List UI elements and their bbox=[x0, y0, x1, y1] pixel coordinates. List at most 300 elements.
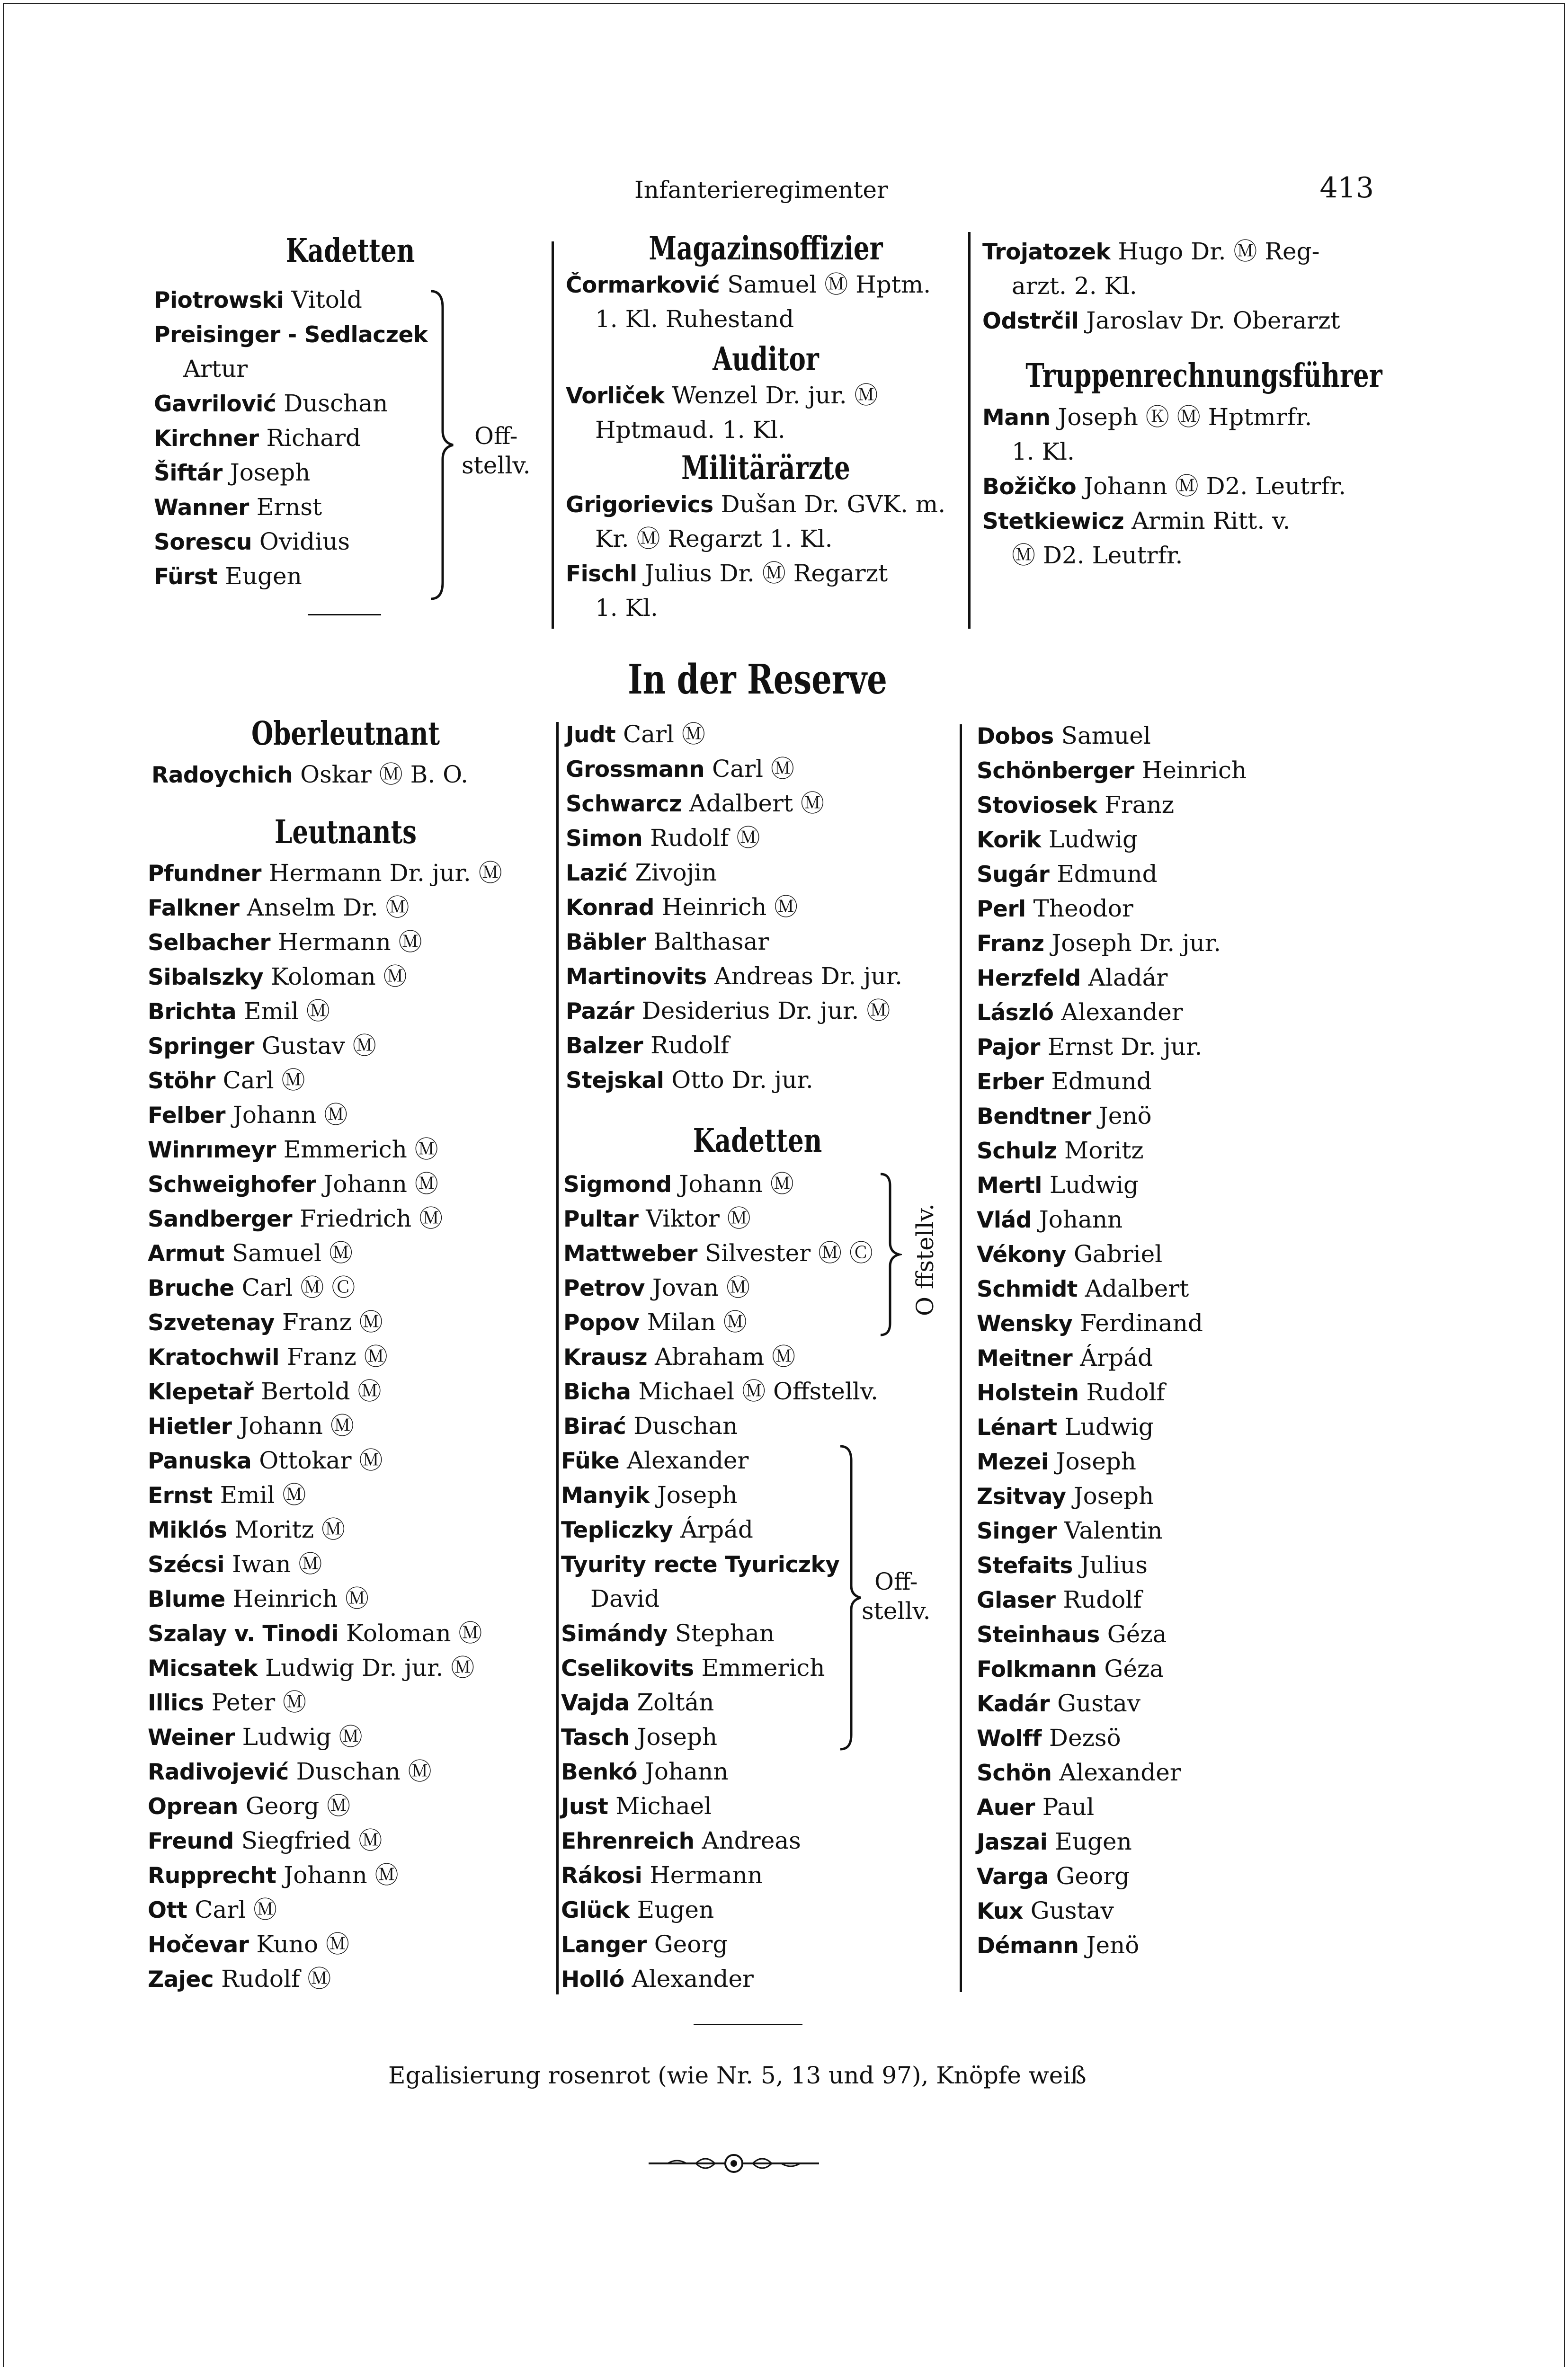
given-name-and-rank: Anselm Dr. Ⓜ bbox=[247, 894, 410, 921]
list-item bbox=[977, 788, 1247, 822]
list-item bbox=[977, 1133, 1247, 1168]
given-name-and-rank: Joseph bbox=[657, 1481, 738, 1509]
list-item bbox=[148, 1824, 502, 1858]
surname: Just bbox=[561, 1794, 608, 1820]
list-item bbox=[148, 1132, 502, 1167]
given-name-and-rank: Ludwig bbox=[1048, 826, 1138, 853]
list-item bbox=[563, 1201, 873, 1236]
list-item bbox=[563, 1271, 873, 1305]
list-item bbox=[977, 1721, 1247, 1755]
list-item bbox=[148, 1927, 502, 1962]
leutnants-list bbox=[148, 856, 502, 1996]
list-item bbox=[154, 490, 428, 525]
list-item bbox=[561, 1616, 839, 1651]
ornament-icon bbox=[649, 2149, 819, 2178]
list-item bbox=[154, 525, 428, 559]
list-item bbox=[561, 1443, 839, 1478]
surname: Bäbler bbox=[566, 929, 646, 955]
surname: Bicha bbox=[563, 1379, 631, 1405]
given-name-and-rank: Peter Ⓜ bbox=[211, 1689, 307, 1716]
list-item bbox=[148, 925, 502, 960]
list-item bbox=[148, 1478, 502, 1513]
surname: Judt bbox=[566, 722, 616, 748]
oberleutnant-entry: Radoychich Oskar Ⓜ B. O. bbox=[151, 761, 469, 788]
surname: Springer bbox=[148, 1033, 254, 1059]
given-name-and-rank: Jenö bbox=[1086, 1931, 1140, 1959]
surname: László bbox=[977, 1000, 1054, 1026]
surname: Vékony bbox=[977, 1242, 1067, 1268]
given-name-and-rank: Ottokar Ⓜ bbox=[259, 1447, 383, 1474]
given-name-and-rank: Desiderius Dr. jur. Ⓜ bbox=[641, 997, 891, 1024]
surname: Piotrowski bbox=[154, 287, 284, 313]
offstellv-label-top: Off- stellv. bbox=[462, 422, 531, 479]
surname: Tyurity recte Tyuriczky bbox=[561, 1552, 840, 1578]
list-item bbox=[563, 1167, 873, 1201]
magazinsoffizier-title: Magazinsoffizier bbox=[649, 230, 883, 267]
given-name-and-rank: Zivojin bbox=[635, 859, 717, 886]
surname: Weiner bbox=[148, 1725, 235, 1751]
list-item bbox=[148, 1409, 502, 1443]
surname: Schmidt bbox=[977, 1276, 1078, 1302]
given-name-and-rank: Emil Ⓜ bbox=[220, 1481, 306, 1509]
given-name-and-rank: Koloman Ⓜ bbox=[271, 963, 407, 990]
given-name-and-rank: Julius bbox=[1080, 1551, 1148, 1579]
given-name-and-rank: Eugen bbox=[1055, 1828, 1132, 1855]
surname: Bendtner bbox=[977, 1103, 1091, 1130]
list-item bbox=[977, 1272, 1247, 1306]
surname: Illics bbox=[148, 1690, 204, 1716]
offstellv-label-c: Off- stellv. bbox=[862, 1568, 931, 1625]
surname: Vajda bbox=[561, 1690, 630, 1716]
given-name-and-rank: Michael Ⓜ Offstellv. bbox=[638, 1378, 879, 1405]
given-name-and-rank: Hermann Dr. jur. Ⓜ bbox=[268, 859, 502, 887]
reserve-title: In der Reserve bbox=[628, 656, 887, 703]
surname: Selbacher bbox=[148, 930, 271, 956]
surname: Korik bbox=[977, 827, 1041, 853]
offstellv-vertical-label: O ffstellv. bbox=[911, 1203, 939, 1316]
surname: Steinhaus bbox=[977, 1622, 1100, 1648]
list-item bbox=[148, 1616, 502, 1651]
given-name-and-rank: Georg bbox=[1056, 1862, 1130, 1890]
surname: Martinovits bbox=[566, 964, 707, 990]
surname: Sorescu bbox=[154, 529, 252, 555]
given-name-and-rank: Andreas Dr. jur. bbox=[714, 962, 903, 990]
given-name-and-rank: Gabriel bbox=[1073, 1240, 1163, 1268]
given-name-and-rank: Richard bbox=[266, 424, 361, 452]
surname: Preisinger - Sedlaczek bbox=[154, 322, 428, 348]
surname: Varga bbox=[977, 1864, 1049, 1890]
given-name-and-rank: Johann bbox=[1039, 1206, 1123, 1233]
surname: Micsatek bbox=[148, 1655, 258, 1682]
list-item bbox=[977, 1894, 1247, 1928]
list-item bbox=[148, 1962, 502, 1996]
given-name-and-rank: Carl Ⓜ bbox=[223, 1067, 305, 1094]
given-name-and-rank: Ludwig bbox=[1049, 1171, 1139, 1199]
brace-kadetten-a bbox=[878, 1172, 902, 1337]
surname: Sugár bbox=[977, 862, 1050, 888]
list-item bbox=[977, 891, 1247, 926]
list-item bbox=[563, 1236, 873, 1271]
kadetten-group-b bbox=[563, 1340, 878, 1443]
given-name-and-rank: Rudolf bbox=[1063, 1586, 1142, 1613]
list-item bbox=[561, 1513, 839, 1547]
reserve-col2-list bbox=[566, 717, 902, 1097]
given-name-and-rank: Duschan Ⓜ bbox=[296, 1758, 432, 1785]
list-item bbox=[561, 1858, 801, 1893]
given-name-and-rank: Samuel bbox=[1061, 722, 1151, 749]
given-name-and-rank: Ludwig Dr. jur. Ⓜ bbox=[265, 1654, 475, 1682]
list-item bbox=[977, 1617, 1247, 1652]
given-name-and-rank: Heinrich bbox=[1141, 756, 1247, 784]
surname: Grossmann bbox=[566, 756, 705, 783]
list-item bbox=[566, 959, 902, 994]
given-name-and-rank: Ludwig bbox=[1064, 1413, 1154, 1441]
list-item bbox=[977, 1341, 1247, 1375]
surname: Sibalszky bbox=[148, 964, 264, 990]
list-item bbox=[977, 719, 1247, 753]
list-item bbox=[561, 1651, 839, 1685]
list-item bbox=[977, 1479, 1247, 1513]
given-name-and-rank: Géza bbox=[1107, 1620, 1167, 1648]
surname: Singer bbox=[977, 1518, 1057, 1544]
list-item bbox=[561, 1685, 839, 1720]
given-name-and-rank: Johann Ⓜ bbox=[239, 1412, 354, 1440]
list-item bbox=[154, 352, 428, 386]
surname: Felber bbox=[148, 1103, 225, 1129]
given-name-and-rank: Joseph bbox=[637, 1723, 718, 1751]
surname: Schön bbox=[977, 1760, 1052, 1786]
surname: Démann bbox=[977, 1933, 1079, 1959]
given-name-and-rank: Zoltán bbox=[637, 1689, 714, 1716]
surname: Krausz bbox=[563, 1344, 648, 1370]
surname: Balzer bbox=[566, 1033, 643, 1059]
surname: Schulz bbox=[977, 1138, 1057, 1164]
given-name-and-rank: Heinrich Ⓜ bbox=[232, 1585, 369, 1612]
surname: Panuska bbox=[148, 1448, 252, 1474]
surname: Benkó bbox=[561, 1759, 637, 1785]
surname: Glaser bbox=[977, 1587, 1056, 1613]
given-name-and-rank: Carl Ⓜ bbox=[712, 755, 794, 783]
list-item bbox=[148, 1201, 502, 1236]
given-name-and-rank: Moritz bbox=[1064, 1137, 1144, 1164]
given-name-and-rank: Rudolf bbox=[650, 1032, 730, 1059]
surname: Cselikovits bbox=[561, 1655, 694, 1682]
list-item bbox=[148, 1236, 502, 1271]
given-name-and-rank: Alexander bbox=[627, 1447, 749, 1474]
list-item bbox=[148, 1098, 502, 1132]
surname: Kux bbox=[977, 1898, 1023, 1924]
given-name-and-rank: Alexander bbox=[1059, 1759, 1181, 1786]
surname: Sigmond bbox=[563, 1172, 672, 1198]
given-name-and-rank: Johann bbox=[644, 1758, 729, 1785]
list-item bbox=[154, 317, 428, 352]
list-item bbox=[566, 994, 902, 1028]
given-name-and-rank: Gustav Ⓜ bbox=[261, 1032, 376, 1059]
given-name-and-rank: Johann Ⓜ bbox=[323, 1170, 438, 1198]
surname: Ehrenreich bbox=[561, 1828, 695, 1854]
given-name-and-rank: Aladár bbox=[1088, 964, 1168, 991]
given-name-and-rank: Alexander bbox=[1061, 998, 1183, 1026]
surname: Kratochwil bbox=[148, 1344, 280, 1370]
given-name-and-rank: Duschan bbox=[284, 390, 388, 417]
given-name-and-rank: Koloman Ⓜ bbox=[346, 1620, 482, 1647]
list-item bbox=[563, 1374, 878, 1409]
surname: Holló bbox=[561, 1967, 624, 1993]
given-name-and-rank: Árpád bbox=[680, 1516, 753, 1543]
surname: Füke bbox=[561, 1448, 620, 1474]
given-name-and-rank: Otto Dr. jur. bbox=[671, 1066, 813, 1094]
running-header: Infanterieregimenter bbox=[634, 176, 888, 204]
given-name-and-rank: Viktor Ⓜ bbox=[646, 1205, 751, 1232]
list-item bbox=[977, 926, 1247, 961]
list-item bbox=[977, 1237, 1247, 1272]
given-name-and-rank: Stephan bbox=[675, 1620, 775, 1647]
surname: Schweighofer bbox=[148, 1172, 316, 1198]
given-name-and-rank: Abraham Ⓜ bbox=[655, 1343, 796, 1370]
surname: Kirchner bbox=[154, 426, 259, 452]
surname: Wensky bbox=[977, 1311, 1073, 1337]
given-name-and-rank: Hermann Ⓜ bbox=[277, 928, 422, 956]
column-rule-top-1 bbox=[552, 241, 554, 629]
list-item bbox=[977, 1548, 1247, 1583]
list-item bbox=[148, 1858, 502, 1893]
list-item bbox=[977, 753, 1247, 788]
list-item bbox=[566, 890, 902, 925]
surname: Klepetař bbox=[148, 1379, 254, 1405]
list-item bbox=[977, 1202, 1247, 1237]
surname: Wolff bbox=[977, 1726, 1042, 1752]
short-divider-top bbox=[308, 614, 381, 615]
list-item bbox=[561, 1962, 801, 1996]
given-name-and-rank: Franz Ⓜ bbox=[286, 1343, 388, 1370]
list-item bbox=[566, 1063, 902, 1097]
surname: Holstein bbox=[977, 1380, 1079, 1406]
given-name-and-rank: Jenö bbox=[1098, 1102, 1152, 1130]
surname: Ott bbox=[148, 1897, 187, 1923]
given-name-and-rank: Valentin bbox=[1064, 1517, 1163, 1544]
list-item bbox=[977, 1064, 1247, 1099]
list-item bbox=[148, 856, 502, 890]
list-item bbox=[148, 1063, 502, 1098]
list-item bbox=[561, 1478, 839, 1513]
given-name-and-rank: Carl Ⓜ bbox=[623, 721, 705, 748]
surname: Schönberger bbox=[977, 758, 1134, 784]
list-item bbox=[563, 1340, 878, 1374]
list-item bbox=[148, 1340, 502, 1374]
given-name-and-rank: Ernst Dr. jur. bbox=[1047, 1033, 1203, 1060]
list-item bbox=[566, 1028, 902, 1063]
column-rule-1 bbox=[556, 722, 559, 1994]
list-item bbox=[977, 1444, 1247, 1479]
list-item bbox=[148, 1789, 502, 1824]
surname: Lazić bbox=[566, 860, 628, 886]
list-item bbox=[977, 961, 1247, 995]
surname: Simon bbox=[566, 826, 643, 852]
kadetten-group-c bbox=[561, 1443, 839, 1754]
surname: Manyik bbox=[561, 1483, 650, 1509]
brace-kadetten-c bbox=[838, 1444, 864, 1752]
surname: Rákosi bbox=[561, 1863, 642, 1889]
given-name-and-rank: Joseph bbox=[1056, 1448, 1137, 1475]
list-item bbox=[977, 1790, 1247, 1824]
list-item bbox=[566, 717, 902, 752]
given-name-and-rank: Heinrich Ⓜ bbox=[661, 893, 798, 921]
given-name-and-rank: Rudolf Ⓜ bbox=[221, 1965, 331, 1993]
list-item bbox=[148, 1582, 502, 1616]
surname: Hietler bbox=[148, 1414, 232, 1440]
list-item bbox=[563, 1409, 878, 1443]
list-item bbox=[977, 1513, 1247, 1548]
given-name-and-rank: Samuel Ⓜ bbox=[232, 1239, 353, 1267]
given-name-and-rank: Emmerich bbox=[701, 1654, 825, 1682]
given-name-and-rank: Vitold bbox=[291, 286, 362, 313]
list-item bbox=[977, 1583, 1247, 1617]
given-name-and-rank: Duschan bbox=[633, 1412, 738, 1440]
list-item bbox=[977, 1306, 1247, 1341]
list-item bbox=[148, 994, 502, 1029]
list-item bbox=[977, 822, 1247, 857]
surname: Mattweber bbox=[563, 1241, 697, 1267]
list-item bbox=[977, 1859, 1247, 1894]
surname: Herzfeld bbox=[977, 965, 1081, 991]
surname: Vlád bbox=[977, 1207, 1032, 1233]
given-name-and-rank: Ovidius bbox=[259, 528, 350, 555]
page-number: 413 bbox=[1319, 171, 1374, 205]
surname: Folkmann bbox=[977, 1656, 1097, 1682]
list-item bbox=[977, 1755, 1247, 1790]
given-name-and-rank: Georg bbox=[654, 1931, 728, 1958]
surname: Stöhr bbox=[148, 1068, 215, 1094]
magazins-name: Čormarković bbox=[566, 272, 720, 298]
given-name-and-rank: Michael bbox=[615, 1792, 712, 1820]
surname: Tasch bbox=[561, 1725, 630, 1751]
given-name-and-rank: Friedrich Ⓜ bbox=[299, 1205, 443, 1232]
surname: Pultar bbox=[563, 1206, 639, 1232]
list-item bbox=[148, 1651, 502, 1685]
surname: Pfundner bbox=[148, 861, 261, 887]
surname: Birać bbox=[563, 1414, 626, 1440]
surname: Gavrilović bbox=[154, 391, 276, 417]
list-item bbox=[148, 1305, 502, 1340]
given-name-and-rank: Johann Ⓜ bbox=[679, 1170, 794, 1198]
reserve-col3-list bbox=[977, 719, 1247, 1963]
surname: Mezei bbox=[977, 1449, 1049, 1475]
given-name-and-rank: Balthasar bbox=[653, 928, 769, 955]
surname: Šiftár bbox=[154, 460, 223, 486]
column-rule-2 bbox=[960, 724, 962, 1992]
list-item bbox=[977, 1099, 1247, 1133]
surname: Bruche bbox=[148, 1275, 234, 1301]
list-item bbox=[561, 1720, 839, 1754]
list-item bbox=[977, 1030, 1247, 1064]
given-name-and-rank: Eugen bbox=[637, 1896, 714, 1923]
given-name-and-rank: Iwan Ⓜ bbox=[232, 1550, 322, 1578]
given-name-and-rank: Gustav bbox=[1030, 1897, 1114, 1924]
given-name-and-rank: Hermann bbox=[650, 1861, 763, 1889]
given-name-and-rank: Ernst bbox=[256, 493, 322, 521]
list-item bbox=[977, 1824, 1247, 1859]
surname: Szécsi bbox=[148, 1552, 225, 1578]
kadetten-top-list bbox=[154, 283, 428, 594]
list-item bbox=[154, 386, 428, 421]
surname: Oprean bbox=[148, 1794, 238, 1820]
leutnants-title: Leutnants bbox=[275, 813, 417, 851]
given-name-and-rank: Alexander bbox=[632, 1965, 754, 1993]
given-name-and-rank: Edmund bbox=[1051, 1068, 1152, 1095]
list-item bbox=[563, 1305, 873, 1340]
given-name-and-rank: Franz Ⓜ bbox=[282, 1308, 383, 1336]
given-name-and-rank: Joseph bbox=[1073, 1482, 1154, 1510]
surname: Erber bbox=[977, 1069, 1044, 1095]
given-name-and-rank: Árpád bbox=[1080, 1344, 1153, 1371]
surname: Stejskal bbox=[566, 1068, 664, 1094]
surname: Popov bbox=[563, 1310, 640, 1336]
oberleutnant-title: Oberleutnant bbox=[251, 715, 440, 753]
list-item bbox=[154, 455, 428, 490]
list-item bbox=[561, 1893, 801, 1927]
footer-note: Egalisierung rosenrot (wie Nr. 5, 13 und 97), Knöpfe weiß bbox=[388, 2062, 1087, 2089]
footer-divider bbox=[694, 2024, 802, 2025]
given-name-and-rank: Kuno Ⓜ bbox=[256, 1931, 349, 1958]
surname: Glück bbox=[561, 1897, 630, 1923]
surname: Pazár bbox=[566, 998, 634, 1024]
kadetten-group-a bbox=[563, 1167, 873, 1340]
surname: Kadár bbox=[977, 1691, 1050, 1717]
list-item bbox=[148, 1029, 502, 1063]
given-name-and-rank: Géza bbox=[1104, 1655, 1164, 1682]
list-item bbox=[566, 855, 902, 890]
list-item bbox=[977, 1652, 1247, 1686]
surname: Brichta bbox=[148, 999, 237, 1025]
list-item bbox=[561, 1824, 801, 1858]
list-item bbox=[977, 1686, 1247, 1721]
given-name-and-rank: Johann Ⓜ bbox=[232, 1101, 348, 1129]
list-item bbox=[977, 1928, 1247, 1963]
given-name-and-rank: Georg Ⓜ bbox=[245, 1792, 351, 1820]
list-item bbox=[566, 821, 902, 855]
surname: Armut bbox=[148, 1241, 224, 1267]
given-name-and-rank: Ludwig Ⓜ bbox=[242, 1723, 363, 1751]
given-name-and-rank: Johann Ⓜ bbox=[284, 1861, 399, 1889]
list-item bbox=[154, 559, 428, 594]
given-name-and-rank: Adalbert Ⓜ bbox=[689, 790, 825, 817]
given-name-and-rank: Paul bbox=[1042, 1793, 1095, 1821]
given-name-and-rank: Milan Ⓜ bbox=[647, 1308, 747, 1336]
list-item bbox=[561, 1789, 801, 1824]
surname: Winrımeyr bbox=[148, 1137, 276, 1163]
surname: Meitner bbox=[977, 1345, 1073, 1371]
given-name-and-rank: Gustav bbox=[1057, 1690, 1141, 1717]
surname: Langer bbox=[561, 1932, 647, 1958]
surname: Miklós bbox=[148, 1517, 227, 1543]
surname: Falkner bbox=[148, 895, 240, 921]
truppenrechnungsfuehrer-title: Truppenrechnungsführer bbox=[1025, 357, 1382, 395]
list-item bbox=[566, 752, 902, 786]
kadetten-reserve-title: Kadetten bbox=[693, 1122, 822, 1160]
kadetten-top-title: Kadetten bbox=[285, 232, 415, 270]
list-item bbox=[148, 960, 502, 994]
list-item bbox=[148, 1893, 502, 1927]
column-rule-top-2 bbox=[968, 232, 971, 629]
list-item bbox=[148, 1167, 502, 1201]
list-item bbox=[566, 925, 902, 959]
list-item bbox=[148, 1547, 502, 1582]
militaeraerzte-title: Militärärzte bbox=[681, 449, 850, 487]
surname: Sandberger bbox=[148, 1206, 293, 1232]
given-name-and-rank: Edmund bbox=[1057, 860, 1158, 888]
brace-kadetten-top bbox=[428, 289, 457, 601]
list-item bbox=[977, 857, 1247, 891]
